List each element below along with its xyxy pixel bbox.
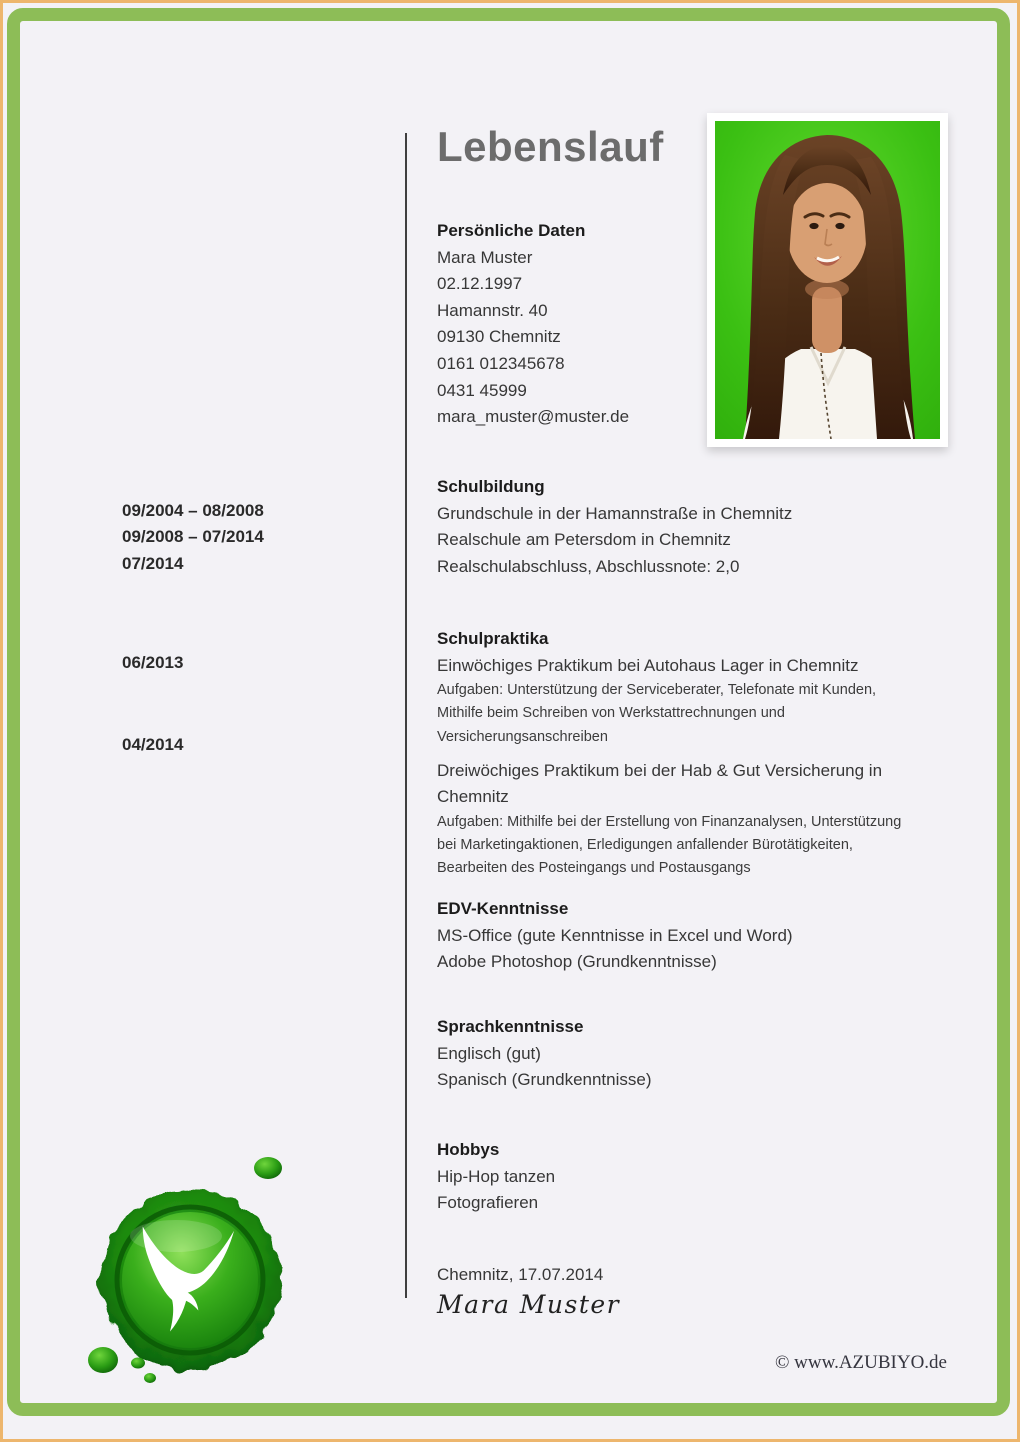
column-divider-line	[405, 133, 407, 1298]
signature-name: Mara Muster	[437, 1289, 621, 1319]
personal-email: mara_muster@muster.de	[437, 407, 630, 427]
section-languages	[437, 1014, 913, 1094]
internship-title: Dreiwöchiges Praktikum bei der Hab & Gut Versicherung in Chemnitz	[437, 760, 883, 807]
section-education	[437, 474, 913, 580]
education-date-1: 09/2004 – 08/2008	[122, 501, 264, 520]
internship-details: Aufgaben: Unterstützung der Serviceberater, Telefonate mit Kunden, Mithilfe beim Schreiben von Werkstattrechnungen und Versicherungsanschreiben	[437, 682, 877, 745]
signature-place-date: Chemnitz, 17.07.2014	[437, 1265, 604, 1284]
hobby: Hip-Hop tanzen	[437, 1166, 556, 1186]
section-it-skills	[437, 896, 913, 976]
hobby: Fotografieren	[437, 1193, 539, 1213]
language: Englisch (gut)	[437, 1043, 541, 1063]
copyright-text: © www.AZUBIYO.de	[774, 1352, 947, 1373]
education-entry: Grundschule in der Hamannstraße in Chemnitz	[437, 503, 793, 523]
internship-date-1: 06/2013	[122, 653, 184, 672]
personal-mobile: 0161 012345678	[437, 353, 565, 373]
section-internships	[437, 626, 913, 881]
it-skills-heading: EDV-Kenntnisse	[437, 899, 569, 918]
it-skill: Adobe Photoshop (Grundkenntnisse)	[437, 952, 717, 972]
personal-street: Hamannstr. 40	[437, 300, 548, 320]
section-hobbies	[437, 1137, 913, 1217]
personal-city: 09130 Chemnitz	[437, 327, 561, 347]
section-personal-data	[437, 218, 913, 431]
azubiyo-bird-seal-icon	[72, 1152, 312, 1412]
languages-heading: Sprachkenntnisse	[437, 1017, 584, 1036]
education-entry: Realschulabschluss, Abschlussnote: 2,0	[437, 556, 740, 576]
internship-title: Einwöchiges Praktikum bei Autohaus Lager in Chemnitz	[437, 655, 859, 675]
personal-birthdate: 02.12.1997	[437, 274, 523, 294]
personal-heading: Persönliche Daten	[437, 221, 586, 240]
internship-details: Aufgaben: Mithilfe bei der Erstellung von Finanzanalysen, Unterstützung bei Marketingaktionen, Erledigungen anfallender Bürotätigkeiten, Bearbeiten des Posteingangs und Postausgangs	[437, 813, 902, 877]
it-skill: MS-Office (gute Kenntnisse in Excel und Word)	[437, 925, 793, 945]
internship-date-2: 04/2014	[122, 735, 184, 754]
education-date-3: 07/2014	[122, 554, 184, 573]
education-entry: Realschule am Petersdom in Chemnitz	[437, 530, 731, 550]
hobbies-heading: Hobbys	[437, 1140, 500, 1159]
personal-phone: 0431 45999	[437, 380, 527, 400]
personal-name: Mara Muster	[437, 247, 533, 267]
page-title: Lebenslauf	[437, 123, 664, 170]
signature-block	[437, 1262, 620, 1319]
azubiyo-wax-seal	[72, 1152, 312, 1412]
education-date-2: 09/2008 – 07/2014	[122, 527, 264, 546]
internships-heading: Schulpraktika	[437, 629, 549, 648]
education-heading: Schulbildung	[437, 477, 545, 496]
language: Spanisch (Grundkenntnisse)	[437, 1070, 652, 1090]
